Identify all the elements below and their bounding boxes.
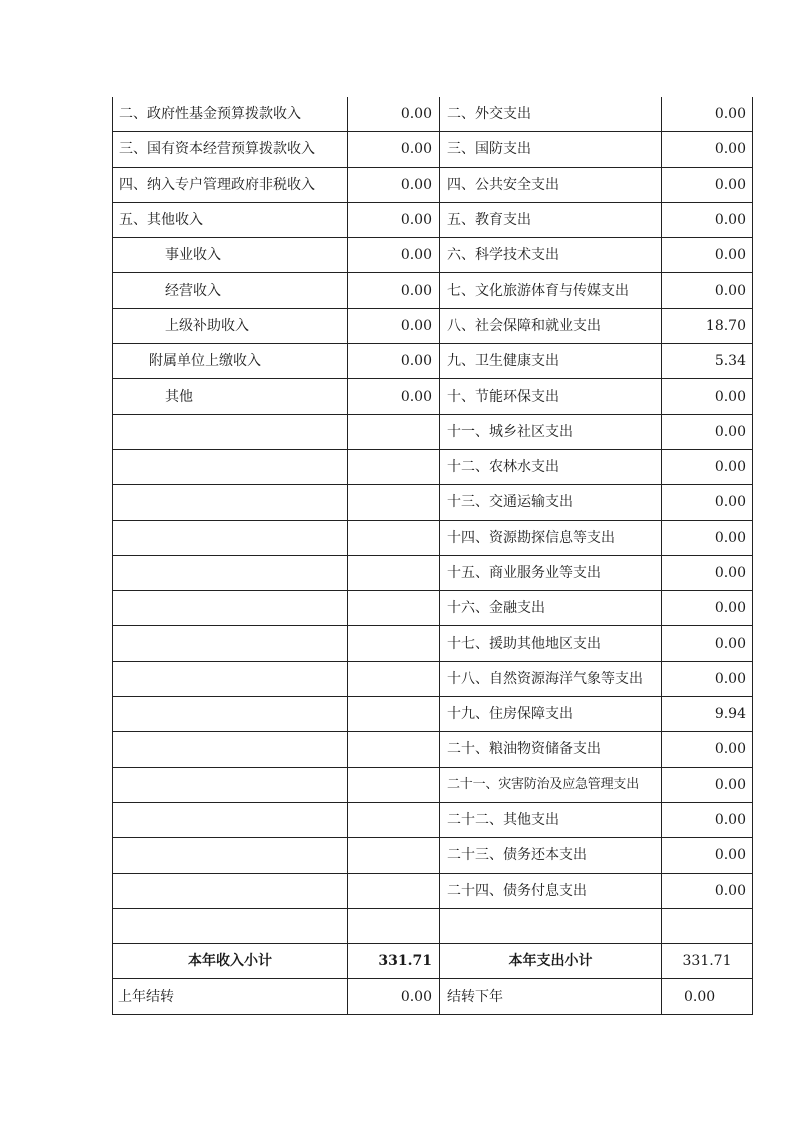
income-value: 0.00: [348, 97, 440, 132]
expense-value: 9.94: [662, 697, 753, 732]
income-value: 0.00: [348, 238, 440, 273]
table-row: [113, 520, 753, 555]
expense-label: 十八、自然资源海洋气象等支出: [440, 661, 662, 696]
table-row: [113, 449, 753, 484]
income-label: [113, 555, 348, 590]
income-value: [348, 732, 440, 767]
income-label: [113, 697, 348, 732]
income-value: 0.00: [348, 273, 440, 308]
budget-table: [112, 97, 753, 1015]
expense-value: 0.00: [662, 626, 753, 661]
income-value: 0.00: [348, 202, 440, 237]
expense-label: 七、文化旅游体育与传媒支出: [440, 273, 662, 308]
table-row: [113, 414, 753, 449]
expense-label: 二十二、其他支出: [440, 802, 662, 837]
expense-value: [662, 908, 753, 943]
income-label: 经营收入: [113, 273, 348, 308]
income-label: 附属单位上缴收入: [113, 344, 348, 379]
table-row: [113, 132, 753, 167]
income-value: 0.00: [348, 308, 440, 343]
income-value: [348, 485, 440, 520]
expense-value: 0.00: [662, 555, 753, 590]
expense-label: 二十、粮油物资储备支出: [440, 732, 662, 767]
income-value: 0.00: [348, 379, 440, 414]
expense-label: 六、科学技术支出: [440, 238, 662, 273]
expense-value: 0.00: [662, 414, 753, 449]
carry-forward-label: 结转下年: [440, 979, 662, 1014]
expense-value: 0.00: [662, 520, 753, 555]
expense-label: 二十一、灾害防治及应急管理支出: [440, 767, 662, 802]
table-row: [113, 485, 753, 520]
expense-value: 0.00: [662, 97, 753, 132]
table-row: [113, 273, 753, 308]
table-row: [113, 555, 753, 590]
table-row: [113, 802, 753, 837]
carryover-row: [113, 979, 753, 1014]
expense-subtotal-label: 本年支出小计: [440, 944, 662, 979]
table-row: [113, 344, 753, 379]
expense-value: 0.00: [662, 485, 753, 520]
income-value: [348, 449, 440, 484]
expense-value: 0.00: [662, 732, 753, 767]
expense-value: 0.00: [662, 873, 753, 908]
expense-label: 二、外交支出: [440, 97, 662, 132]
income-value: [348, 414, 440, 449]
income-label: [113, 626, 348, 661]
expense-value: 5.34: [662, 344, 753, 379]
income-value: [348, 873, 440, 908]
expense-value: 0.00: [662, 802, 753, 837]
table-row: [113, 308, 753, 343]
expense-label: 十一、城乡社区支出: [440, 414, 662, 449]
income-label: 三、国有资本经营预算拨款收入: [113, 132, 348, 167]
expense-label: 九、卫生健康支出: [440, 344, 662, 379]
income-value: [348, 661, 440, 696]
prior-year-carryover-label: 上年结转: [113, 979, 348, 1014]
table-row: [113, 202, 753, 237]
income-value: 0.00: [348, 167, 440, 202]
expense-value: 18.70: [662, 308, 753, 343]
income-label: [113, 414, 348, 449]
prior-year-carryover-value: 0.00: [348, 979, 440, 1014]
expense-value: 0.00: [662, 661, 753, 696]
income-label: 上级补助收入: [113, 308, 348, 343]
income-value: 0.00: [348, 344, 440, 379]
table-row: [113, 167, 753, 202]
expense-label: 三、国防支出: [440, 132, 662, 167]
subtotal-row: [113, 944, 753, 979]
expense-label: 二十三、债务还本支出: [440, 838, 662, 873]
income-label: 五、其他收入: [113, 202, 348, 237]
table-row: [113, 238, 753, 273]
income-label: 事业收入: [113, 238, 348, 273]
income-value: 0.00: [348, 132, 440, 167]
income-value: [348, 520, 440, 555]
income-label: 四、纳入专户管理政府非税收入: [113, 167, 348, 202]
table-row: [113, 838, 753, 873]
expense-subtotal-value: 331.71: [662, 944, 753, 979]
income-value: [348, 908, 440, 943]
income-value: [348, 767, 440, 802]
expense-label: 十五、商业服务业等支出: [440, 555, 662, 590]
expense-label: 二十四、债务付息支出: [440, 873, 662, 908]
expense-label: 十三、交通运输支出: [440, 485, 662, 520]
income-subtotal-value: 331.71: [348, 944, 440, 979]
expense-value: 0.00: [662, 838, 753, 873]
income-label: [113, 485, 348, 520]
expense-label: 八、社会保障和就业支出: [440, 308, 662, 343]
expense-value: 0.00: [662, 273, 753, 308]
expense-label: 十二、农林水支出: [440, 449, 662, 484]
income-value: [348, 802, 440, 837]
table-row: [113, 767, 753, 802]
income-label: 其他: [113, 379, 348, 414]
income-label: [113, 661, 348, 696]
income-value: [348, 626, 440, 661]
table-row: [113, 697, 753, 732]
table-row: [113, 661, 753, 696]
income-label: [113, 908, 348, 943]
expense-value: 0.00: [662, 238, 753, 273]
expense-label: 四、公共安全支出: [440, 167, 662, 202]
income-value: [348, 838, 440, 873]
table-row: [113, 908, 753, 943]
expense-label: 十九、住房保障支出: [440, 697, 662, 732]
expense-label: 五、教育支出: [440, 202, 662, 237]
expense-value: 0.00: [662, 591, 753, 626]
income-label: [113, 520, 348, 555]
income-subtotal-label: 本年收入小计: [113, 944, 348, 979]
table-row: [113, 591, 753, 626]
table-row: [113, 626, 753, 661]
expense-value: 0.00: [662, 379, 753, 414]
income-label: [113, 591, 348, 626]
income-label: [113, 732, 348, 767]
expense-value: 0.00: [662, 449, 753, 484]
income-label: [113, 873, 348, 908]
expense-label: 十四、资源勘探信息等支出: [440, 520, 662, 555]
income-value: [348, 555, 440, 590]
expense-label: 十、节能环保支出: [440, 379, 662, 414]
income-label: [113, 838, 348, 873]
expense-label: [440, 908, 662, 943]
income-label: [113, 767, 348, 802]
expense-value: 0.00: [662, 132, 753, 167]
expense-value: 0.00: [662, 202, 753, 237]
expense-label: 十六、金融支出: [440, 591, 662, 626]
income-value: [348, 697, 440, 732]
table-row: [113, 873, 753, 908]
table-row: [113, 732, 753, 767]
expense-value: 0.00: [662, 767, 753, 802]
income-label: [113, 449, 348, 484]
table-row: [113, 97, 753, 132]
table-row: [113, 379, 753, 414]
carry-forward-value: 0.00: [662, 979, 753, 1014]
income-label: [113, 802, 348, 837]
income-value: [348, 591, 440, 626]
expense-value: 0.00: [662, 167, 753, 202]
income-label: 二、政府性基金预算拨款收入: [113, 97, 348, 132]
expense-label: 十七、援助其他地区支出: [440, 626, 662, 661]
